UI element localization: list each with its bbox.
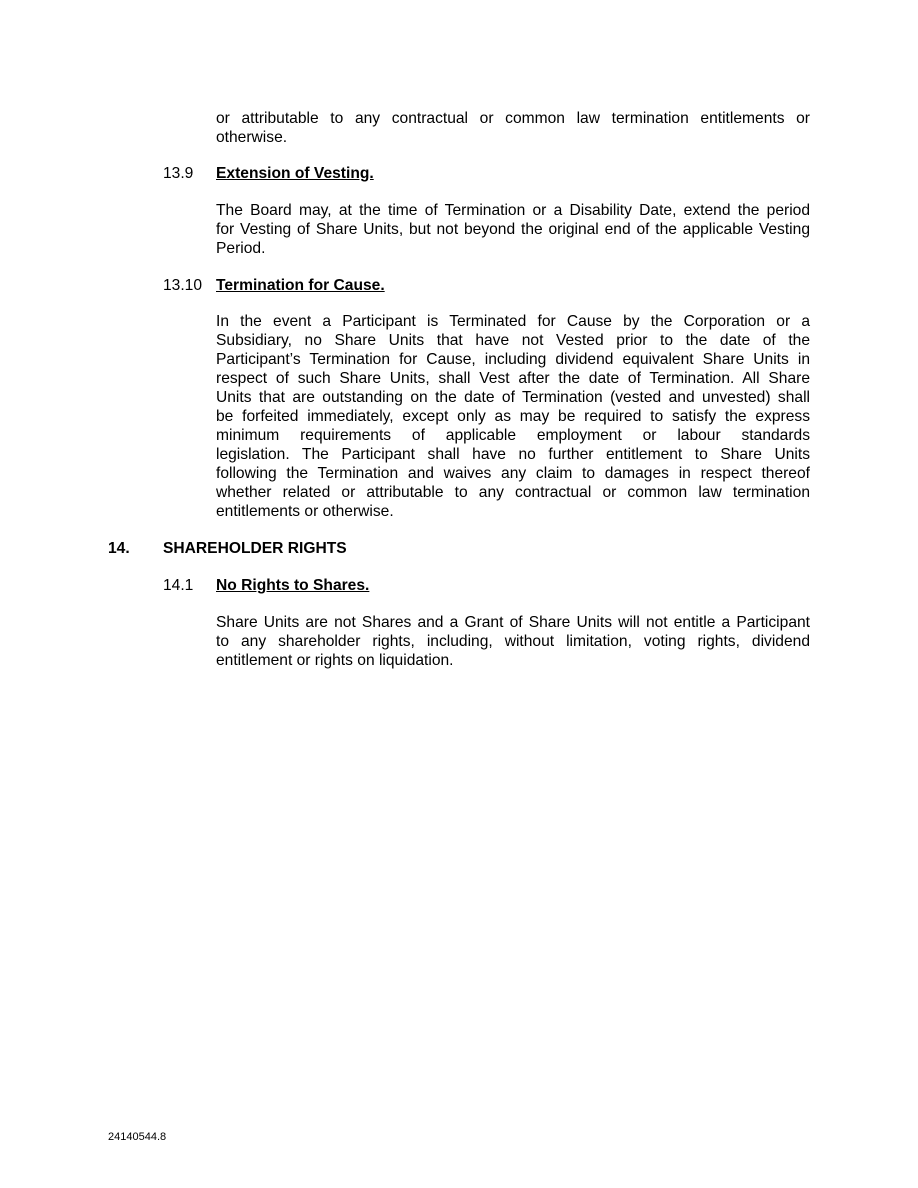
section-number: 13.10	[163, 277, 203, 294]
text-line: or attributable to any contractual or common law termination entitlements or	[216, 110, 810, 127]
section-number: 14.	[108, 540, 130, 557]
text-line: entitlement or rights on liquidation.	[216, 652, 454, 669]
paragraph-no-rights-to-shares	[216, 613, 810, 670]
paragraph-extension-of-vesting	[216, 201, 810, 258]
section-heading: Extension of Vesting.	[216, 165, 374, 182]
paragraph-continuation	[216, 109, 810, 147]
text-line: respect of such Share Units, shall Vest after the date of Termination. All Share	[216, 370, 810, 387]
text-line: Period.	[216, 240, 266, 257]
text-line: In the event a Participant is Terminated for Cause by the Corporation or a	[216, 313, 810, 330]
text-line: following the Termination and waives any claim to damages in respect thereof	[216, 465, 810, 482]
text-line: Subsidiary, no Share Units that have not Vested prior to the date of the	[216, 332, 810, 349]
text-line: whether related or attributable to any contractual or common law termination	[216, 484, 810, 501]
text-line: Share Units are not Shares and a Grant of Share Units will not entitle a Participant	[216, 614, 810, 631]
section-heading: SHAREHOLDER RIGHTS	[163, 540, 347, 557]
text-line: The Board may, at the time of Termination or a Disability Date, extend the period	[216, 202, 810, 219]
text-line: for Vesting of Share Units, but not beyond the original end of the applicable Vesting	[216, 221, 810, 238]
text-line: legislation. The Participant shall have no further entitlement to Share Units	[216, 446, 810, 463]
section-heading: Termination for Cause.	[216, 277, 385, 294]
section-heading: No Rights to Shares.	[216, 577, 370, 594]
text-line: entitlements or otherwise.	[216, 503, 394, 520]
text-line: to any shareholder rights, including, without limitation, voting rights, dividend	[216, 633, 810, 650]
section-number: 14.1	[163, 577, 194, 594]
document-id: 24140544.8	[108, 1131, 167, 1143]
section-number: 13.9	[163, 165, 194, 182]
text-line: otherwise.	[216, 129, 288, 146]
text-line: minimum requirements of applicable employment or labour standards	[216, 427, 810, 444]
text-line: Participant’s Termination for Cause, including dividend equivalent Share Units in	[216, 351, 810, 368]
text-line: be forfeited immediately, except only as may be required to satisfy the express	[216, 408, 810, 425]
paragraph-termination-for-cause	[216, 312, 810, 521]
text-line: Units that are outstanding on the date of Termination (vested and unvested) shall	[216, 389, 810, 406]
